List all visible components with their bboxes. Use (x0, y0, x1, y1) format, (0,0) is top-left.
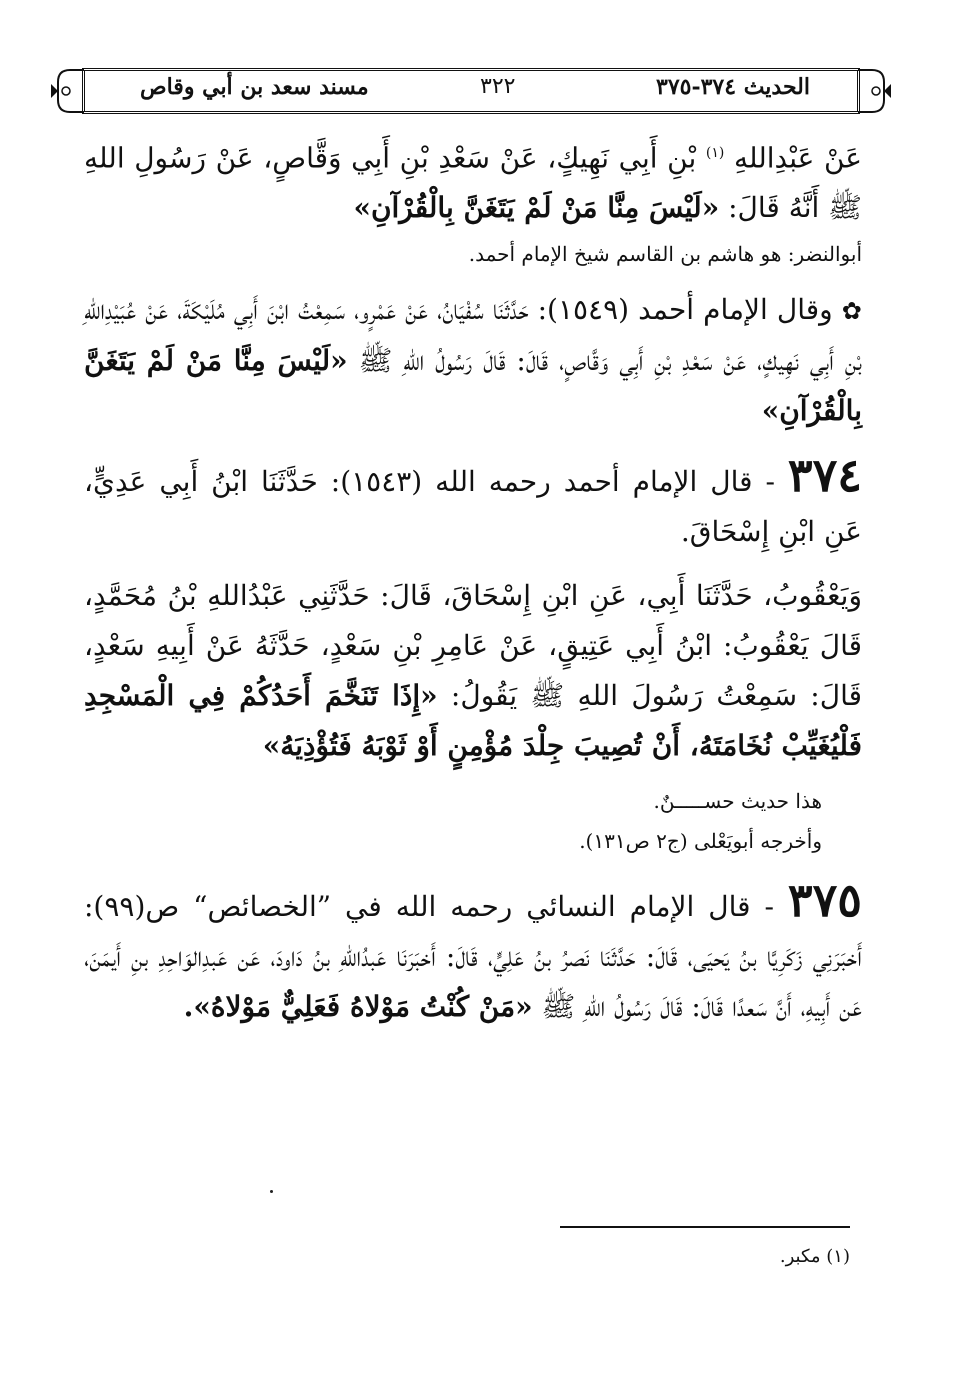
hadith-range: الحديث ٣٧٤-٣٧٥ (656, 74, 810, 100)
p1-text: عَنْ عَبْدِاللهِ (733, 141, 863, 175)
hadith-375-text: - قال الإمام النسائي رحمه الله في ”الخصائص“ ص(٩٩): أَخبَرَنِي زَكَرِيَّا بنُ يَحيَى، قَالَ: حَدَّثَنَا نَصرُ بنُ عَلِيٍّ، قَالَ: أَخبَرَنَا عَبدُاللهِ بنُ دَاودَ، عَن عَبدِالوَاحِدِ بنِ أَيمَنَ، عَن أَبِيهِ، أَنَّ سَعدًا قَالَ: قَالَ رَسُولُ اللهِ ﷺ (84, 890, 862, 1024)
p3-text: وَيَعْقُوبُ، حَدَّثَنَا أَبِي، عَنِ ابْنِ إِسْحَاقَ، قَالَ: حَدَّثَنِي عَبْدُاللهِ بْنُ مُحَمَّدٍ، قَالَ يَعْقُوبُ: ابْنُ أَبِي عَتِيقٍ، عَنْ عَامِرِ بْنِ سَعْدٍ، حَدَّثَهُ عَنْ أَبِيهِ سَعْدٍ، قَالَ: سَمِعْتُ رَسُولَ اللهِ ﷺ يَقُولُ: (84, 579, 862, 713)
hadith-374 (84, 450, 862, 557)
p2-text: وقال الإمام أحمد (١٥٤٩): حَدَّثَنَا سُفْيَانُ، عَنْ عَمْرٍو، سَمِعْتُ ابْنَ أَبِي مُلَيْكَةَ، عَنْ عُبَيْدِاللهِ بْنِ أَبِي نَهِيكٍ، عَنْ سَعْدِ بْنِ أَبِي وَقَّاصٍ، قَالَ: قَالَ رَسُولُ اللهِ ﷺ (84, 293, 862, 378)
grading-note: هذا حديث حســـــنٌ. (653, 789, 822, 814)
hadith-375-quote: «مَنْ كُنْتُ مَوْلاهُ فَعَلِيٌّ مَوْلاهُ». (183, 990, 533, 1024)
note-abunnadr: أبوالنضر: هو هاشم بن القاسم شيخ الإمام أحمد. (468, 242, 862, 267)
page-header (50, 64, 892, 118)
footnote: (١) مكبر. (779, 1246, 850, 1267)
paragraph-2 (84, 285, 862, 436)
p1-rest: بْنِ أَبِي نَهِيكٍ، عَنْ سَعْدِ بْنِ أَبِي وَقَّاصٍ، عَنْ رَسُولِ اللهِ ﷺ أَنَّهُ قَالَ: (84, 141, 862, 225)
p1-quote: «لَيْسَ مِنَّا مَنْ لَمْ يَتَغَنَّ بِالْقُرْآنِ» (353, 191, 720, 225)
ornament-left-icon (50, 64, 84, 118)
page-number: ٣٢٢ (480, 74, 516, 99)
hadith-375-number: ٣٧٥ (787, 873, 862, 928)
hadith-374-number: ٣٧٤ (787, 448, 862, 503)
flower-marker-icon: ✿ (841, 297, 863, 326)
hadith-375 (84, 875, 862, 1032)
paragraph-3 (84, 571, 862, 771)
paragraph-1 (84, 128, 862, 233)
book-title: مسند سعد بن أبي وقاص (140, 74, 369, 100)
footnote-separator (560, 1226, 850, 1228)
footnote-ref: (١) (705, 145, 725, 161)
ornament-right-icon (858, 64, 892, 118)
takhrij-note: وأخرجه أبويَعْلى (ج٢ ص١٣١). (579, 829, 822, 854)
hadith-374-text: - قال الإمام أحمد رحمه الله (١٥٤٣): حَدَّثَنَا ابْنُ أَبِي عَدِيٍّ، عَنِ ابْنِ إِسْحَاقَ. (84, 465, 862, 549)
p2-quote: «لَيْسَ مِنَّا مَنْ لَمْ يَتَغَنَّ بِالْقُرْآنِ» (84, 344, 862, 428)
stray-dot (270, 1190, 273, 1193)
page-body (84, 128, 862, 1032)
p3-quote: «إِذَا تَنَخَّمَ أَحَدُكُمْ فِي الْمَسْجِدِ فَلْيُغَيِّبْ نُخَامَتَهُ، أَنْ تُصِيبَ جِلْدَ مُؤْمِنٍ أَوْ ثَوْبَهُ فَتُؤْذِيَهُ» (84, 679, 862, 763)
